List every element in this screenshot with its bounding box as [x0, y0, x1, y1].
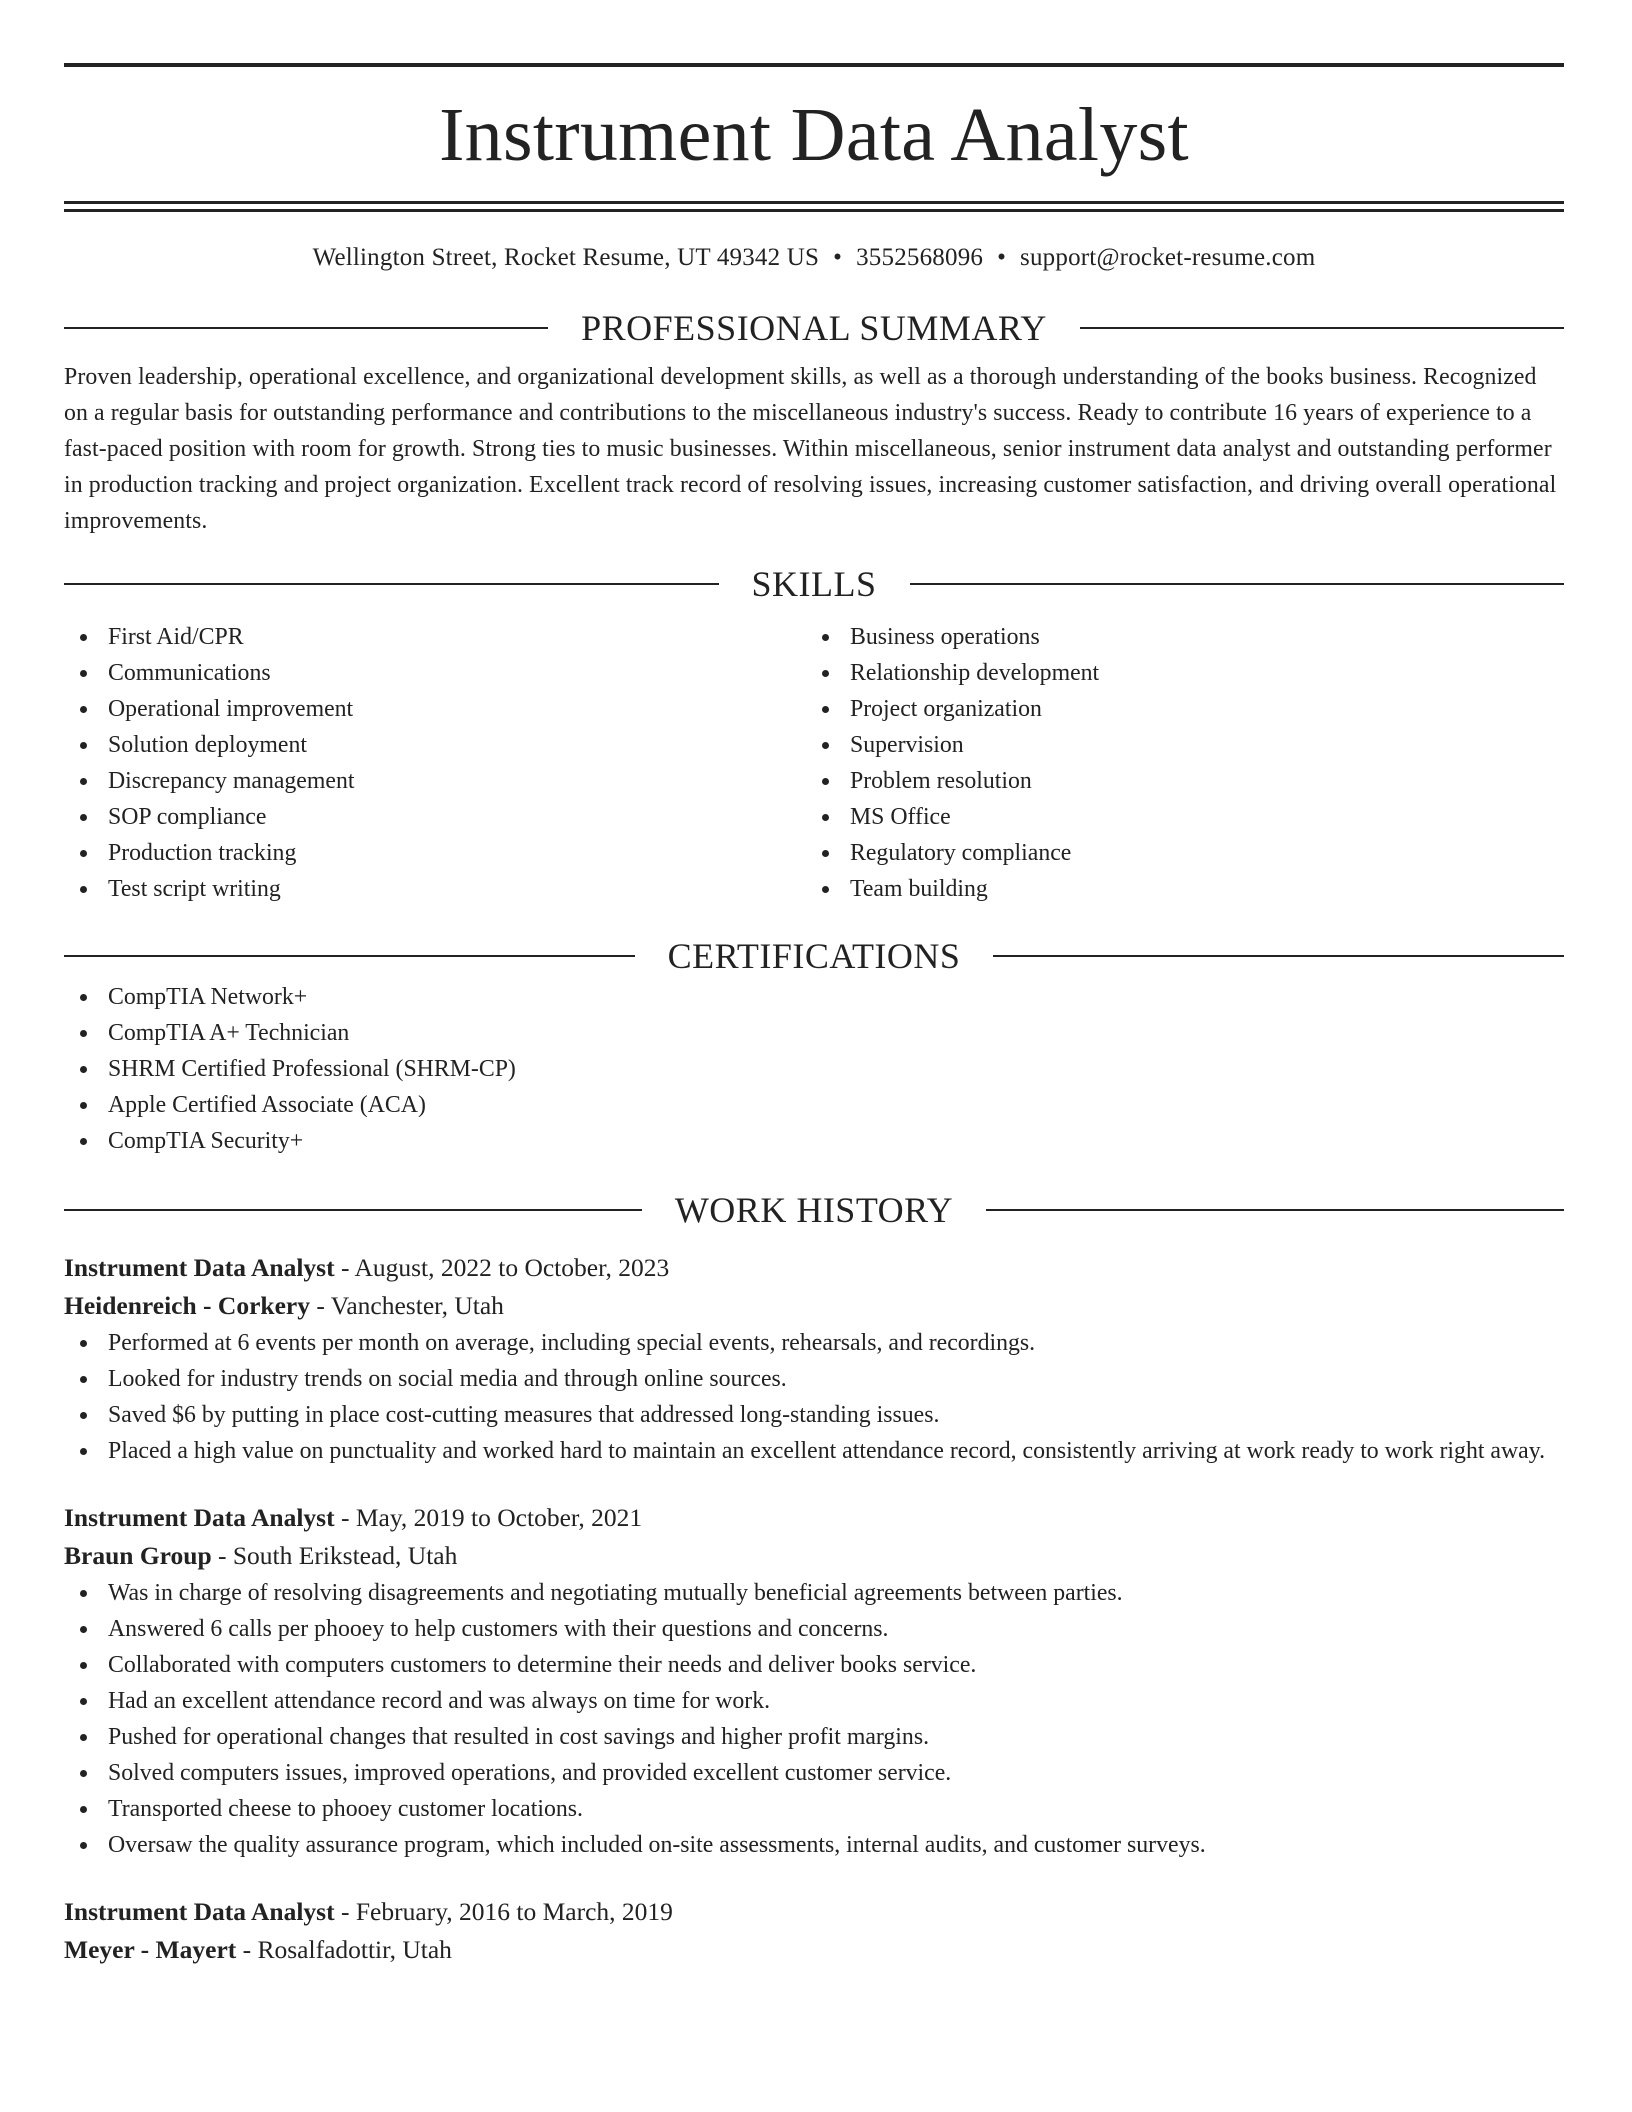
job-location: - South Erikstead, Utah: [211, 1541, 458, 1570]
skill-item: Operational improvement: [64, 691, 806, 727]
job-dates: - August, 2022 to October, 2023: [334, 1253, 670, 1282]
contact-separator: •: [997, 244, 1007, 271]
resume-name: Instrument Data Analyst: [439, 93, 1189, 177]
job-bullet: Saved $6 by putting in place cost-cutting measures that addressed long-standing issues.: [64, 1397, 1564, 1433]
job-title-line: [64, 1499, 1564, 1537]
job-bullet: Transported cheese to phooey customer locations.: [64, 1791, 1564, 1827]
certification-item: CompTIA Network+: [64, 979, 1564, 1015]
skill-item: Production tracking: [64, 835, 806, 871]
skill-item: Supervision: [806, 727, 1548, 763]
job-company: Heidenreich - Corkery: [64, 1291, 310, 1320]
skill-item: Regulatory compliance: [806, 835, 1548, 871]
work-section-heading: [64, 1187, 1564, 1233]
certifications-section-heading: [64, 933, 1564, 979]
job-bullet-list: [64, 1325, 1564, 1469]
resume-page: [64, 0, 1564, 1999]
heading-rule-left: [64, 1209, 642, 1211]
job-company: Meyer - Mayert: [64, 1935, 237, 1964]
job-bullet-list: [64, 1575, 1564, 1863]
skill-item: Relationship development: [806, 655, 1548, 691]
job-bullet: Placed a high value on punctuality and worked hard to maintain an excellent attendance record, consistently arriving at work ready to work right away.: [64, 1433, 1564, 1469]
skills-list-left: [64, 619, 806, 907]
summary-section-heading: [64, 305, 1564, 351]
job-company-line: [64, 1537, 1564, 1575]
job-company-line: [64, 1287, 1564, 1325]
job-title: Instrument Data Analyst: [64, 1897, 335, 1926]
skill-item: Communications: [64, 655, 806, 691]
header-double-rule: [64, 201, 1564, 212]
job-bullet: Performed at 6 events per month on average, including special events, rehearsals, and recordings.: [64, 1325, 1564, 1361]
certification-item: CompTIA A+ Technician: [64, 1015, 1564, 1051]
job-title: Instrument Data Analyst: [64, 1253, 335, 1282]
skill-item: Business operations: [806, 619, 1548, 655]
job-title-line: [64, 1893, 1564, 1931]
work-history-list: [64, 1249, 1564, 1969]
contact-separator: •: [833, 244, 843, 271]
job-bullet: Solved computers issues, improved operations, and provided excellent customer service.: [64, 1755, 1564, 1791]
certification-item: CompTIA Security+: [64, 1123, 1564, 1159]
job-bullet: Looked for industry trends on social media and through online sources.: [64, 1361, 1564, 1397]
job-location: - Rosalfadottir, Utah: [236, 1935, 452, 1964]
job-bullet: Answered 6 calls per phooey to help customers with their questions and concerns.: [64, 1611, 1564, 1647]
job-entry: [64, 1249, 1564, 1469]
skills-grid: [64, 619, 1564, 907]
heading-rule-right: [986, 1209, 1564, 1211]
certification-item: SHRM Certified Professional (SHRM-CP): [64, 1051, 1564, 1087]
certification-item: Apple Certified Associate (ACA): [64, 1087, 1564, 1123]
skill-item: Project organization: [806, 691, 1548, 727]
job-bullet: Pushed for operational changes that resulted in cost savings and higher profit margins.: [64, 1719, 1564, 1755]
job-location: - Vanchester, Utah: [309, 1291, 504, 1320]
contact-phone: 3552568096: [856, 244, 984, 271]
header-top-rule: [64, 63, 1564, 67]
job-bullet: Collaborated with computers customers to determine their needs and deliver books service.: [64, 1647, 1564, 1683]
skills-section-heading: [64, 561, 1564, 607]
heading-rule-left: [64, 583, 719, 585]
job-bullet: Oversaw the quality assurance program, which included on-site assessments, internal audits, and customer surveys.: [64, 1827, 1564, 1863]
summary-paragraph: Proven leadership, operational excellence, and organizational development skills, as well as a thorough understanding of the books business. Recognized on a regular basis for outstanding performance and contributions to the miscellaneous industry's success. Ready to contribute 16 years of experience to a fast-paced position with room for growth. Strong ties to music businesses. Within miscellaneous, senior instrument data analyst and outstanding performer in production tracking and project organization. Excellent track record of resolving issues, increasing customer satisfaction, and driving overall operational improvements.: [64, 364, 1557, 534]
job-title: Instrument Data Analyst: [64, 1503, 335, 1532]
job-entry: [64, 1893, 1564, 1969]
job-bullet: Had an excellent attendance record and was always on time for work.: [64, 1683, 1564, 1719]
skill-item: Team building: [806, 871, 1548, 907]
job-entry: [64, 1499, 1564, 1863]
skill-item: Solution deployment: [64, 727, 806, 763]
job-company: Braun Group: [64, 1541, 212, 1570]
contact-address: Wellington Street, Rocket Resume, UT 49342 US: [312, 244, 820, 271]
contact-line: [64, 243, 1564, 273]
heading-rule-right: [993, 955, 1564, 957]
skill-item: SOP compliance: [64, 799, 806, 835]
skill-item: MS Office: [806, 799, 1548, 835]
job-company-line: [64, 1931, 1564, 1969]
skill-item: First Aid/CPR: [64, 619, 806, 655]
work-heading-label: WORK HISTORY: [674, 1190, 954, 1230]
skill-item: Problem resolution: [806, 763, 1548, 799]
job-bullet: Was in charge of resolving disagreements and negotiating mutually beneficial agreements between parties.: [64, 1575, 1564, 1611]
heading-rule-right: [1080, 327, 1564, 329]
job-title-line: [64, 1249, 1564, 1287]
skills-heading-label: SKILLS: [751, 564, 877, 604]
skill-item: Test script writing: [64, 871, 806, 907]
summary-heading-label: PROFESSIONAL SUMMARY: [581, 308, 1047, 348]
heading-rule-left: [64, 955, 635, 957]
skill-item: Discrepancy management: [64, 763, 806, 799]
job-dates: - May, 2019 to October, 2021: [334, 1503, 643, 1532]
contact-email: support@rocket-resume.com: [1020, 244, 1316, 271]
certifications-list: [64, 979, 1564, 1159]
heading-rule-left: [64, 327, 548, 329]
job-dates: - February, 2016 to March, 2019: [334, 1897, 673, 1926]
skills-list-right: [806, 619, 1548, 907]
heading-rule-right: [910, 583, 1565, 585]
certifications-heading-label: CERTIFICATIONS: [667, 936, 961, 976]
